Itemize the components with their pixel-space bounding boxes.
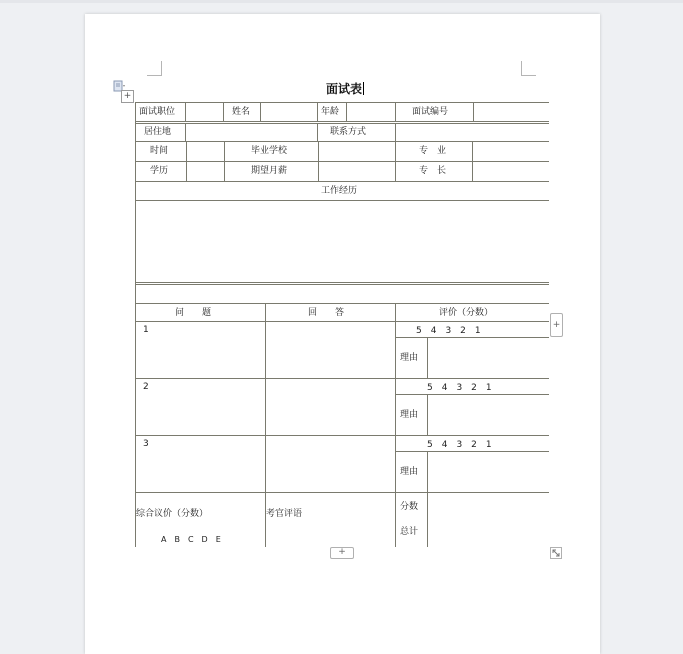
score-scale: 5 4 3 2 1: [427, 440, 492, 450]
add-column-button[interactable]: +: [550, 313, 563, 337]
label-interview-number: 面试编号: [412, 107, 449, 117]
label-age: 年龄: [321, 107, 340, 117]
reason-label: 理由: [400, 467, 419, 477]
label-expected-salary: 期望月薪: [251, 166, 288, 176]
score-scale: 5 4 3 2 1: [427, 383, 492, 393]
label-examiner-comment: 考官评语: [266, 509, 303, 519]
question-number: 1: [143, 325, 149, 335]
grade-scale: A B C D E: [161, 535, 221, 544]
header-evaluation: 评价（分数）: [439, 308, 494, 318]
label-total: 总计: [400, 527, 419, 537]
label-specialty: 专 长: [419, 166, 447, 176]
label-contact: 联系方式: [330, 127, 367, 137]
table-resize-icon[interactable]: [550, 547, 562, 559]
label-education: 学历: [150, 166, 169, 176]
table-move-handle-icon[interactable]: +: [121, 90, 134, 103]
question-number: 2: [143, 382, 149, 392]
header-question: 问 题: [175, 308, 212, 318]
question-number: 3: [143, 439, 149, 449]
score-scale: 5 4 3 2 1: [416, 326, 481, 336]
add-row-button[interactable]: +: [330, 547, 354, 559]
reason-label: 理由: [400, 353, 419, 363]
label-score: 分数: [400, 502, 419, 512]
label-residence: 居住地: [144, 127, 172, 137]
reason-label: 理由: [400, 410, 419, 420]
label-time: 时间: [150, 146, 169, 156]
label-position: 面试职位: [139, 107, 176, 117]
label-name: 姓名: [232, 107, 251, 117]
label-overall-evaluation: 综合议价（分数）: [136, 509, 209, 519]
header-answer: 回 答: [308, 308, 345, 318]
title-text: 面试表: [325, 82, 362, 96]
label-work-experience: 工作经历: [321, 186, 358, 196]
label-school: 毕业学校: [251, 146, 288, 156]
label-major: 专 业: [419, 146, 447, 156]
